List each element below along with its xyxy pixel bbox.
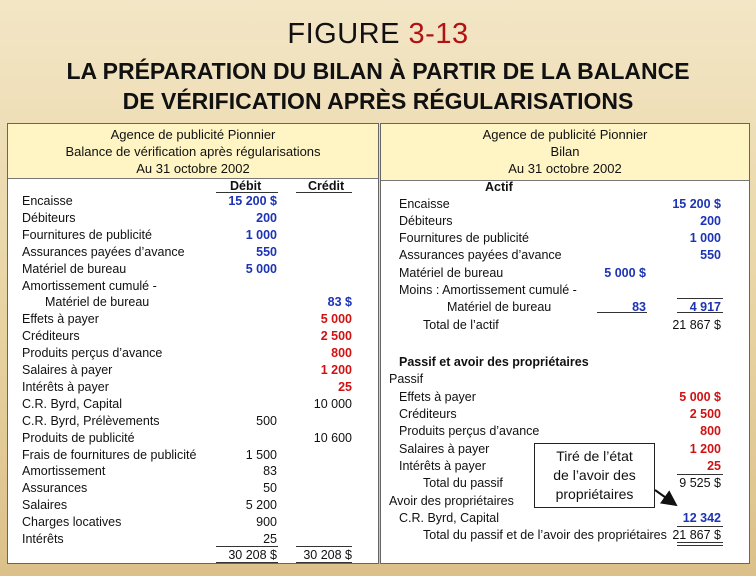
debit-value: 5 200 (245, 498, 277, 513)
row-label: Produits perçus d’avance (399, 424, 540, 438)
row-label: Matériel de bureau (447, 300, 552, 314)
statement-date: Au 31 octobre 2002 (136, 161, 250, 176)
credit-value: 10 600 (313, 430, 352, 445)
debit-value: 200 (256, 210, 277, 225)
subtitle-line: DE VÉRIFICATION APRÈS RÉGULARISATIONS (122, 88, 634, 114)
amount-value: 1 000 (689, 231, 721, 245)
debit-column-header: Débit (230, 179, 262, 193)
amount-value: 4 917 (689, 300, 721, 314)
callout-line: de l’avoir des (553, 467, 636, 483)
row-label: Effets à payer (399, 390, 476, 404)
passif-heading: Passif et avoir des propriétaires (399, 355, 589, 369)
row-label: C.R. Byrd, Capital (22, 396, 123, 411)
row-label: Créditeurs (399, 407, 457, 421)
row-label: Salaires à payer (399, 442, 490, 456)
amount-value: 800 (700, 424, 721, 438)
credit-value: 10 000 (313, 396, 352, 411)
mid-value: 5 000 $ (604, 266, 646, 280)
company-name: Agence de publicité Pionnier (482, 127, 648, 142)
row-label: Total de l’actif (423, 318, 499, 332)
debit-value: 50 (263, 481, 277, 496)
subtitle-line: LA PRÉPARATION DU BILAN À PARTIR DE LA BALANCE (66, 58, 690, 84)
figure-number: 3-13 (408, 18, 469, 50)
row-label: Produits perçus d’avance (22, 346, 163, 361)
row-label: C.R. Byrd, Capital (399, 511, 500, 525)
debit-value: 550 (256, 244, 277, 259)
credit-value: 25 (338, 379, 352, 394)
figure-label: FIGURE (287, 18, 400, 50)
debit-value: 900 (256, 515, 277, 530)
amount-value: 12 342 (682, 511, 721, 525)
statement-date: Au 31 octobre 2002 (508, 161, 622, 176)
row-label: Créditeurs (22, 329, 80, 344)
passif-label: Passif (389, 372, 424, 386)
amount-value: 21 867 $ (672, 528, 721, 542)
callout-line: propriétaires (555, 486, 634, 502)
total-debit: 30 208 $ (228, 548, 277, 562)
row-label: Salaires à payer (22, 363, 113, 377)
row-label: Moins : Amortissement cumulé - (399, 283, 577, 297)
row-label: Avoir des propriétaires (389, 494, 514, 508)
debit-value: 5 000 (245, 261, 277, 276)
actif-heading: Actif (485, 180, 513, 194)
row-label: Total du passif et de l’avoir des propriétaires (423, 528, 667, 542)
row-label: Amortissement (22, 464, 106, 479)
row-label: Intérêts à payer (22, 379, 109, 394)
row-label: Matériel de bureau (399, 266, 504, 280)
amount-value: 1 200 (689, 442, 721, 456)
credit-value: 83 $ (327, 295, 352, 310)
statement-name: Bilan (550, 144, 580, 159)
row-label: Encaisse (399, 197, 450, 211)
amount-value: 25 (707, 459, 721, 473)
amount-value: 15 200 $ (672, 197, 721, 211)
row-label: Débiteurs (22, 210, 76, 225)
row-label: Débiteurs (399, 214, 453, 228)
row-label: Assurances (22, 481, 88, 496)
row-label: Encaisse (22, 194, 73, 208)
row-label: Matériel de bureau (45, 295, 150, 310)
credit-value: 1 200 (320, 363, 352, 377)
credit-value: 800 (331, 346, 352, 361)
row-label: Fournitures de publicité (22, 227, 152, 242)
row-label: Effets à payer (22, 312, 99, 327)
row-label: Amortissement cumulé - (22, 278, 157, 293)
row-label: Intérêts (22, 532, 64, 546)
company-name: Agence de publicité Pionnier (110, 127, 276, 142)
amount-value: 200 (700, 214, 721, 228)
row-label: Assurances payées d’avance (399, 248, 562, 262)
row-label: Frais de fournitures de publicité (22, 447, 197, 462)
credit-column-header: Crédit (308, 179, 345, 193)
amount-value: 5 000 $ (679, 390, 721, 404)
amount-value: 9 525 $ (679, 476, 721, 490)
callout-line: Tiré de l’état (556, 448, 633, 464)
row-label: C.R. Byrd, Prélèvements (22, 413, 160, 428)
row-label: Assurances payées d’avance (22, 244, 185, 259)
mid-value: 83 (632, 300, 646, 314)
row-label: Total du passif (423, 476, 503, 490)
row-label: Fournitures de publicité (399, 231, 529, 245)
debit-value: 1 500 (245, 447, 277, 462)
debit-value: 83 (263, 464, 277, 479)
amount-value: 21 867 $ (672, 318, 721, 332)
credit-value: 2 500 (320, 329, 352, 344)
debit-value: 1 000 (245, 227, 277, 242)
amount-value: 2 500 (689, 407, 721, 421)
amount-value: 550 (700, 248, 721, 262)
row-label: Charges locatives (22, 515, 122, 530)
row-label: Intérêts à payer (399, 459, 486, 473)
credit-value: 5 000 (320, 312, 352, 327)
row-label: Produits de publicité (22, 430, 135, 445)
debit-value: 500 (256, 413, 277, 428)
row-label: Matériel de bureau (22, 261, 127, 276)
row-label: Salaires (22, 498, 68, 513)
debit-value: 15 200 $ (228, 194, 277, 208)
total-credit: 30 208 $ (303, 548, 352, 562)
debit-value: 25 (263, 532, 277, 546)
statement-name: Balance de vérification après régularisations (65, 144, 321, 159)
